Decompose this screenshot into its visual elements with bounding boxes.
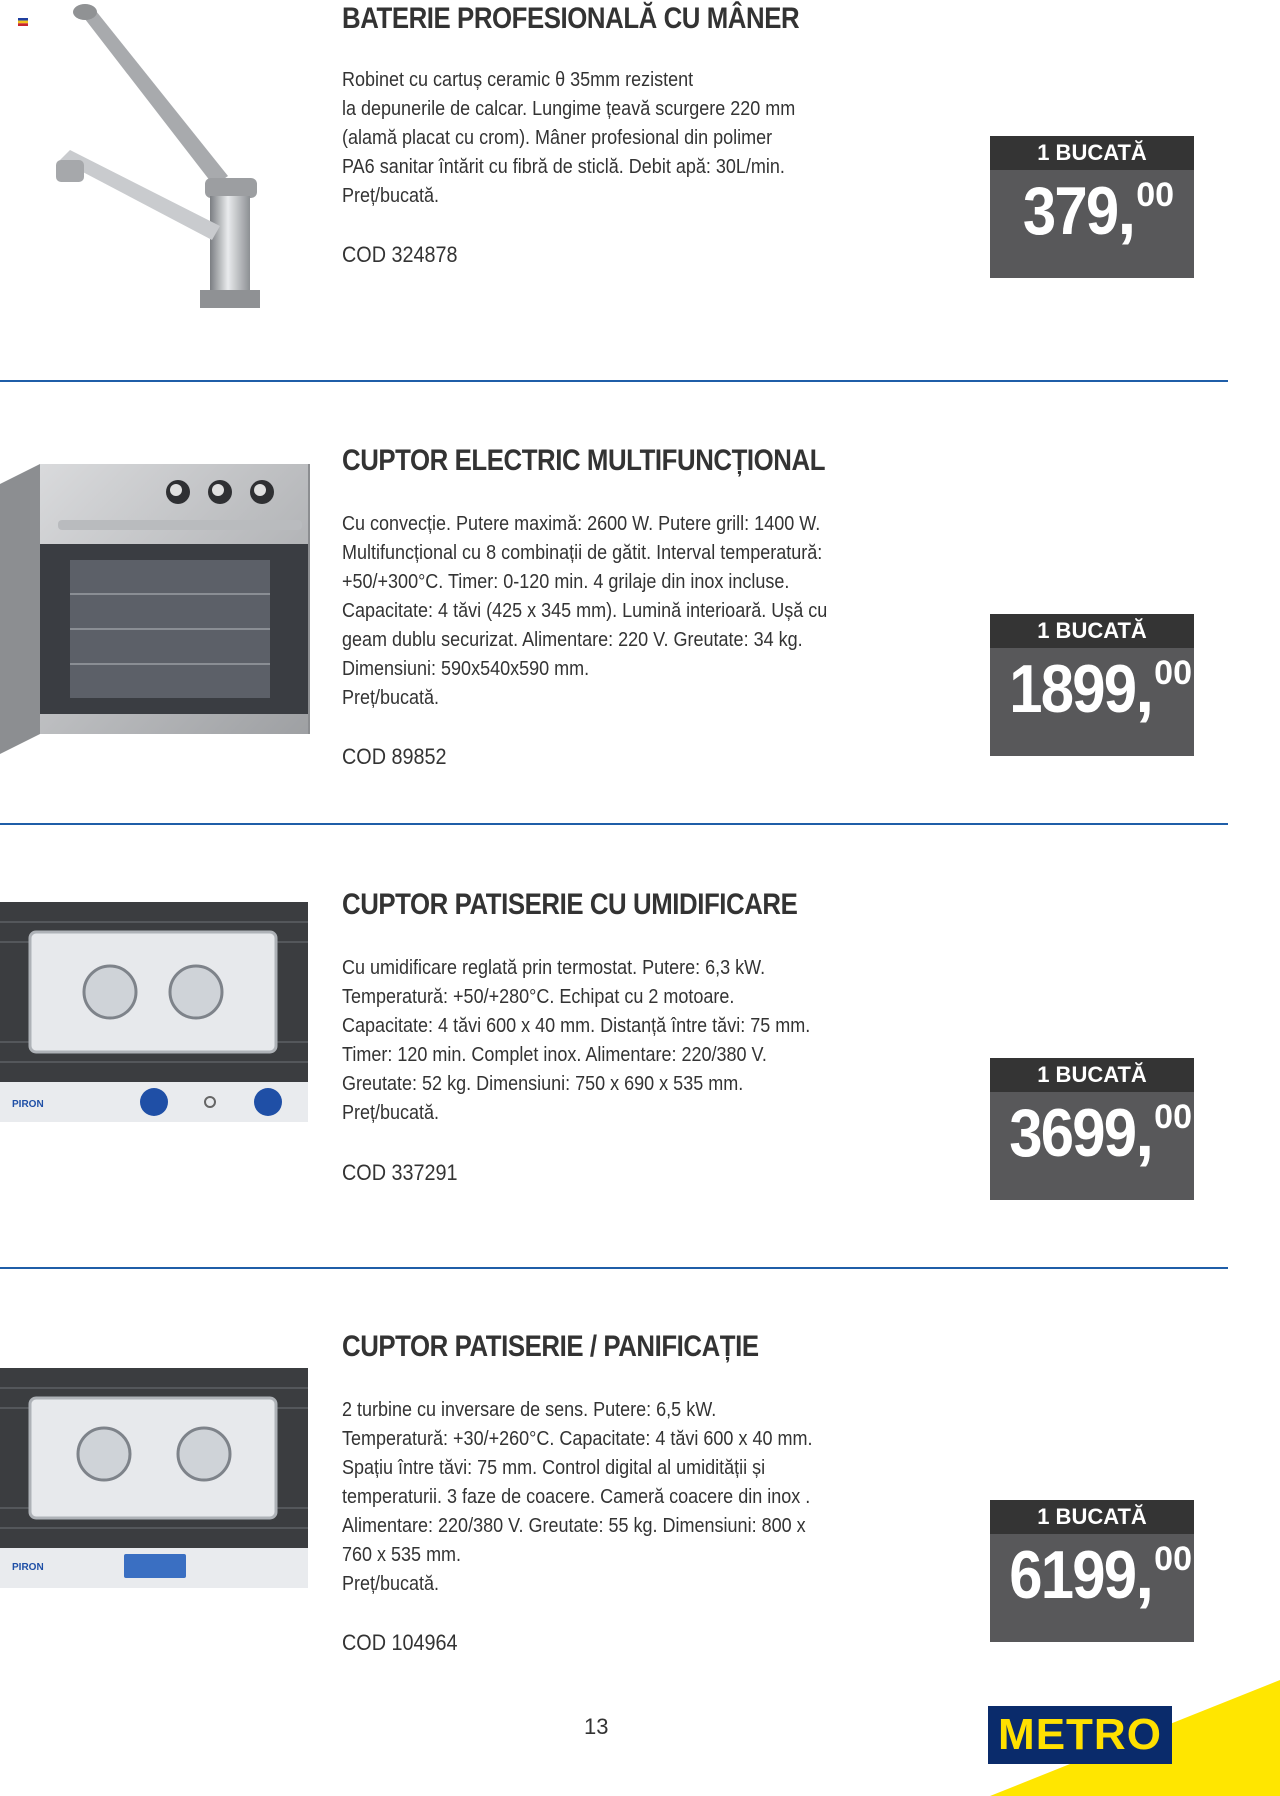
- price-decimals: 00: [1154, 1540, 1192, 1578]
- price-integer: 6199: [1009, 1537, 1136, 1613]
- description-line: Greutate: 52 kg. Dimensiuni: 750 x 690 x 535 mm.: [342, 1073, 744, 1095]
- faucet-image: [0, 0, 310, 444]
- price-unit: 1 BUCATĂ: [990, 1058, 1194, 1092]
- description-line: geam dublu securizat. Alimentare: 220 V. Greutate: 34 kg.: [342, 629, 803, 651]
- brand-label: PIRON: [12, 1099, 44, 1110]
- description-line: Spațiu între tăvi: 75 mm. Control digital al umidității și: [342, 1457, 766, 1479]
- electric-oven-image: [0, 444, 310, 888]
- description-line: Preț/bucată.: [342, 1102, 440, 1124]
- product-description: [342, 66, 900, 211]
- product-convection-oven: [0, 888, 1280, 1332]
- product-title: BATERIE PROFESIONALĂ CU MÂNER: [342, 2, 800, 35]
- price-amount: 1899,00: [1009, 651, 1192, 727]
- description-line: Dimensiuni: 590x540x590 mm.: [342, 658, 590, 680]
- price-integer: 1899: [1009, 651, 1136, 727]
- price-unit: 1 BUCATĂ: [990, 1500, 1194, 1534]
- price-unit: 1 BUCATĂ: [990, 136, 1194, 170]
- price-decimals: 00: [1136, 176, 1175, 214]
- price-amount: 379,00: [1022, 173, 1175, 249]
- price-unit: 1 BUCATĂ: [990, 614, 1194, 648]
- bakery-oven-image: [0, 1330, 310, 1774]
- description-line: +50/+300°C. Timer: 0-120 min. 4 grilaje din inox incluse.: [342, 571, 790, 593]
- description-line: la depunerile de calcar. Lungime țeavă scurgere 220 mm: [342, 98, 796, 120]
- convection-oven-image: [0, 888, 310, 1332]
- section-divider: [0, 823, 1228, 825]
- product-title: CUPTOR ELECTRIC MULTIFUNCȚIONAL: [342, 444, 826, 477]
- price-box: [990, 614, 1194, 756]
- description-line: Capacitate: 4 tăvi 600 x 40 mm. Distanță între tăvi: 75 mm.: [342, 1015, 811, 1037]
- description-line: Temperatură: +50/+280°C. Echipat cu 2 motoare.: [342, 986, 735, 1008]
- description-line: Cu umidificare reglată prin termostat. Putere: 6,3 kW.: [342, 957, 766, 979]
- description-line: Preț/bucată.: [342, 687, 440, 709]
- price-box: [990, 1058, 1194, 1200]
- description-line: Alimentare: 220/380 V. Greutate: 55 kg. Dimensiuni: 800 x: [342, 1515, 806, 1537]
- description-line: Preț/bucată.: [342, 185, 440, 207]
- product-code: COD 324878: [342, 242, 458, 267]
- product-code: COD 337291: [342, 1160, 458, 1185]
- price-integer: 379: [1022, 173, 1118, 249]
- product-description: [342, 954, 900, 1128]
- description-line: 760 x 535 mm.: [342, 1544, 462, 1566]
- product-faucet: [0, 0, 1280, 444]
- brand-label: PIRON: [12, 1562, 44, 1573]
- description-line: Preț/bucată.: [342, 1573, 440, 1595]
- price-box: [990, 136, 1194, 278]
- product-title: CUPTOR PATISERIE CU UMIDIFICARE: [342, 888, 798, 921]
- price-box: [990, 1500, 1194, 1642]
- price-integer: 3699: [1009, 1095, 1136, 1171]
- product-code: COD 104964: [342, 1630, 458, 1655]
- section-divider: [0, 380, 1228, 382]
- description-line: Cu convecție. Putere maximă: 2600 W. Putere grill: 1400 W.: [342, 513, 821, 535]
- product-description: [342, 510, 900, 713]
- description-line: (alamă placat cu crom). Mâner profesional din polimer: [342, 127, 773, 149]
- product-description: [342, 1396, 900, 1599]
- price-decimals: 00: [1154, 654, 1192, 692]
- product-electric-oven: [0, 444, 1280, 888]
- section-divider: [0, 1267, 1228, 1269]
- price-decimals: 00: [1154, 1098, 1192, 1136]
- description-line: Multifuncțional cu 8 combinații de gătit. Interval temperatură:: [342, 542, 823, 564]
- price-amount: 6199,00: [1009, 1537, 1192, 1613]
- description-line: temperaturii. 3 faze de coacere. Cameră coacere din inox .: [342, 1486, 811, 1508]
- price-amount: 3699,00: [1009, 1095, 1192, 1171]
- description-line: 2 turbine cu inversare de sens. Putere: 6,5 kW.: [342, 1399, 717, 1421]
- metro-logo-text: METRO: [998, 1710, 1162, 1759]
- product-code: COD 89852: [342, 744, 447, 769]
- product-title: CUPTOR PATISERIE / PANIFICAȚIE: [342, 1330, 759, 1363]
- metro-logo: [988, 1706, 1172, 1764]
- description-line: Temperatură: +30/+260°C. Capacitate: 4 tăvi 600 x 40 mm.: [342, 1428, 813, 1450]
- description-line: Capacitate: 4 tăvi (425 x 345 mm). Lumină interioară. Ușă cu: [342, 600, 828, 622]
- description-line: PA6 sanitar întărit cu fibră de sticlă. Debit apă: 30L/min.: [342, 156, 785, 178]
- page-number: 13: [584, 1714, 609, 1739]
- description-line: Robinet cu cartuș ceramic θ 35mm rezistent: [342, 69, 694, 91]
- description-line: Timer: 120 min. Complet inox. Alimentare: 220/380 V.: [342, 1044, 767, 1066]
